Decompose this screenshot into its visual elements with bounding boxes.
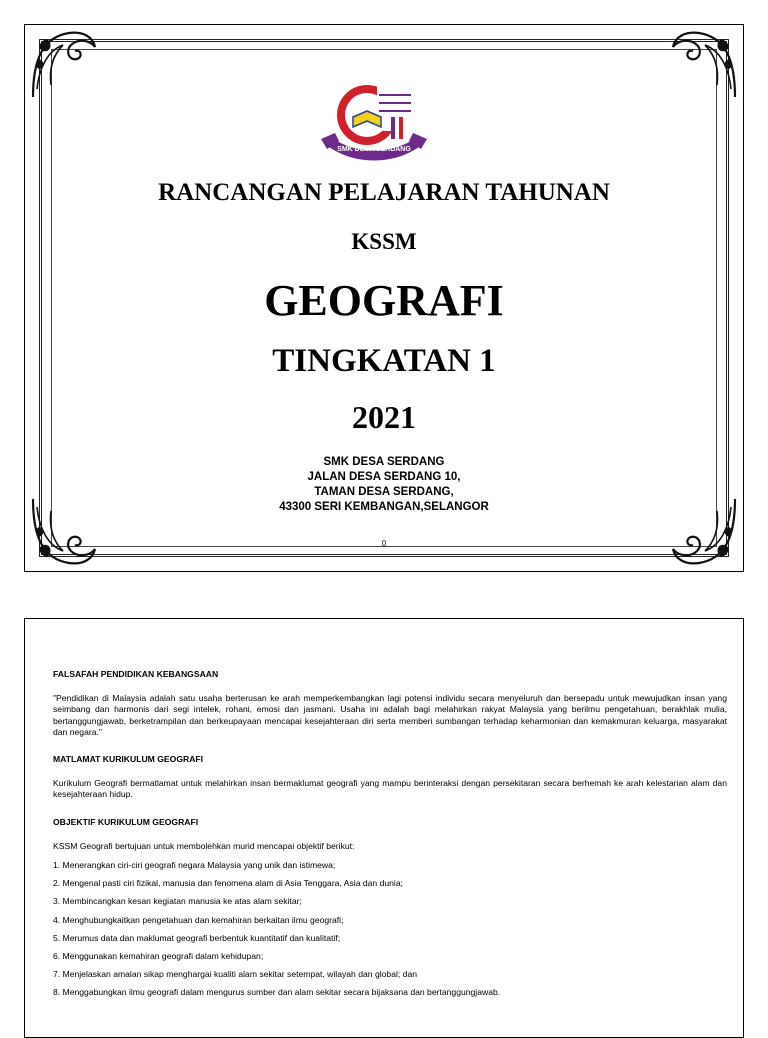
objective-item: 7. Menjelaskan amalan sikap menghargai kualiti alam sekitar setempat, wilayah dan global; dan: [53, 969, 418, 980]
page-number: 0: [381, 539, 387, 548]
paragraph: Kurikulum Geografi bermatlamat untuk melahirkan insan bermaklumat geografi yang mampu berinteraksi dengan persekitaran secara berhemah ke arah kelestarian alam dan kesejahteraan hidup.: [53, 778, 727, 800]
logo-text: SMK DESA SERDANG: [337, 146, 411, 153]
objective-item: 8. Menggabungkan ilmu geografi dalam mengurus sumber dan alam sekitar secara bijaksana dan bertanggungjawab.: [53, 987, 501, 998]
section-heading: FALSAFAH PENDIDIKAN KEBANGSAAN: [53, 669, 219, 679]
address-line: 43300 SERI KEMBANGAN,SELANGOR: [279, 501, 489, 513]
subject-title: GEOGRAFI: [264, 276, 504, 325]
objective-item: 2. Mengenal pasti ciri fizikal, manusia dan fenomena alam di Asia Tenggara, Asia dan dunia;: [53, 878, 404, 889]
paragraph: KSSM Geografi bertujuan untuk membolehkan murid mencapai objektif berikut:: [53, 840, 355, 851]
section-heading: MATLAMAT KURIKULUM GEOGRAFI: [53, 754, 204, 765]
form-level: TINGKATAN 1: [272, 343, 496, 379]
content-page: [24, 618, 744, 1038]
curriculum-label: KSSM: [351, 229, 417, 254]
address-line: TAMAN DESA SERDANG,: [314, 486, 454, 498]
document-title: RANCANGAN PELAJARAN TAHUNAN: [158, 179, 610, 206]
ornament-corner-icon: [667, 29, 739, 101]
page-body: [53, 669, 727, 1006]
paragraph: "Pendidikan di Malaysia adalah satu usaha berterusan ke arah memperkembangkan lagi potensi individu secara menyeluruh dan bersepadu untuk mewujudkan insan yang seimbang dan harmonis dari segi intelek, rohani, emosi dan jasmani. Usaha ini adalah bagi melahirkan rakyat Malaysia yang berilmu pengetahuan, berakhlak mulia, bertanggungjawab, berketrampilan dan berkeupayaan mencapai kesejahteraan diri serta memberi sumbangan terhadap keharmonian dan kemakmuran keluarga, masyarakat dan negara.": [53, 693, 727, 737]
objective-item: 5. Merumus data dan maklumat geografi berbentuk kuantitatif dan kualitatif;: [53, 932, 341, 943]
school-address: [25, 455, 743, 515]
objective-item: 6. Menggunakan kemahiran geografi dalam kehidupan;: [53, 951, 264, 962]
school-logo: [315, 81, 433, 165]
cover-page: [24, 24, 744, 572]
objective-item: 1. Menerangkan ciri-ciri geografi negara Malaysia yang unik dan istimewa;: [53, 860, 336, 871]
address-line: JALAN DESA SERDANG 10,: [307, 471, 461, 483]
section-heading: OBJEKTIF KURIKULUM GEOGRAFI: [53, 816, 199, 827]
address-line: SMK DESA SERDANG: [323, 456, 445, 468]
objective-item: 3. Membincangkan kesan kegiatan manusia ke atas alam sekitar;: [53, 896, 302, 907]
year: 2021: [352, 399, 416, 435]
ornament-corner-icon: [29, 29, 101, 101]
objective-item: 4. Menghubungkaitkan pengetahuan dan kemahiran berkaitan ilmu geografi;: [53, 914, 344, 925]
